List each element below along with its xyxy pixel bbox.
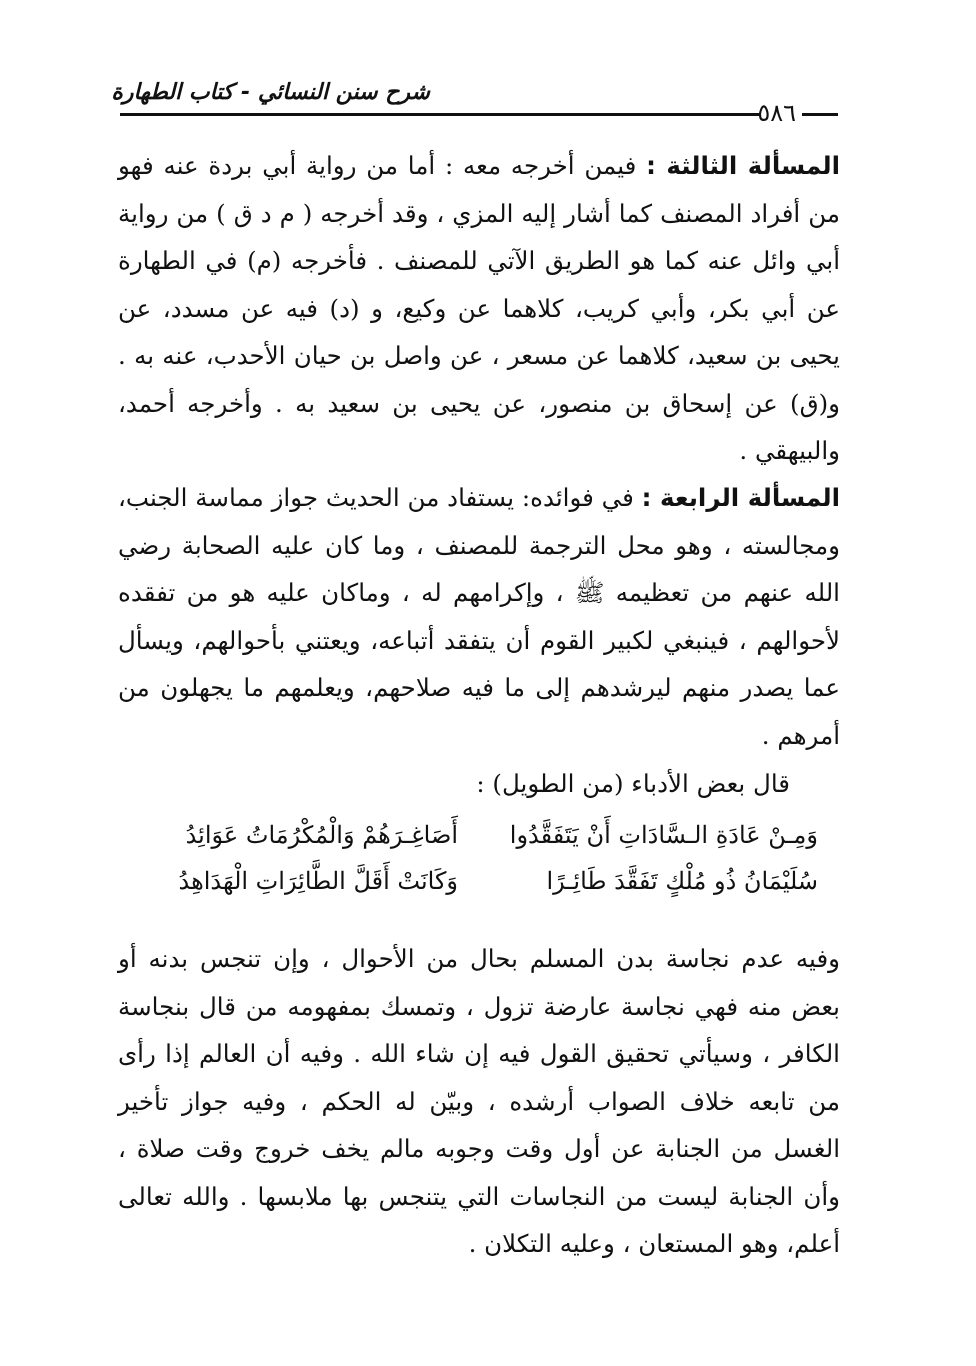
paragraph-issue-four (118, 474, 840, 759)
page-number (728, 98, 838, 128)
poem-second-hemistich: أَصَاغِـرَهُمْ وَالْمُكْرُمَاتُ عَوَائِدُ (185, 821, 458, 849)
paragraph-lead: المسألة الرابعة : (641, 483, 840, 512)
poem-first-hemistich: وَمِـنْ عَادَةِ الـسَّادَاتِ أَنْ يَتَفَقَّدُوا (509, 821, 818, 849)
poem-intro: قال بعض الأدباء (من الطويل) : (476, 769, 790, 798)
page-number-value: ٥٨٦ (757, 99, 796, 127)
paragraph-lead: المسألة الثالثة : (646, 151, 840, 180)
header-divider (120, 113, 760, 116)
page-number-dash (802, 113, 838, 116)
paragraph-body: في فوائده: يستفاد من الحديث جواز مماسة الجنب، ومجالسته ، وهو محل الترجمة للمصنف ، وما كان عليه الصحابة رضي الله عنهم من تعظيمه ﷺ ، وإكرامهم له ، وماكان عليه هو من تفقده لأحوالهم ، فينبغي لكبير القوم أن يتفقد أتباعه، ويعتني بأحوالهم، ويسأل عما يصدر منهم ليرشدهم إلى ما فيه صلاحهم، ويعلمهم ما يجهلون من أمرهم . (118, 483, 840, 750)
poem (118, 812, 818, 904)
poem-verse (118, 812, 818, 858)
poem-first-hemistich: وَكَانَتْ أَقَلَّ الطَّائِرَاتِ الْهَدَاهِدُ (178, 867, 458, 895)
poem-verse (118, 858, 818, 904)
paragraph-issue-three (118, 142, 840, 475)
running-header-title: شرح سنن النسائي - كتاب الطهارة (111, 80, 430, 105)
paragraph-benefits: وفيه عدم نجاسة بدن المسلم بحال من الأحوال ، وإن تنجس بدنه أو بعض منه فهي نجاسة عارضة تزول ، وتمسك بمفهومه من قال بنجاسة الكافر ، وسيأتي تحقيق القول فيه إن شاء الله . وفيه أن العالم إذا رأى من تابعه خلاف الصواب أرشده ، وبيّن له الحكم ، وفيه جواز تأخير الغسل من الجنابة عن أول وقت وجوبه مالم يخف خروج وقت صلاة ، وأن الجنابة ليست من النجاسات التي يتنجس بها ملابسها . والله تعالى أعلم، وهو المستعان ، وعليه التكلان . (118, 944, 840, 1258)
poem-second-hemistich: سُلَيْمَانُ ذُو مُلْكٍ تَفَقَّدَ طَائِـرًا (546, 867, 818, 895)
paragraph-body: فيمن أخرجه معه : أما من رواية أبي بردة عنه فهو من أفراد المصنف كما أشار إليه المزي ، وقد أخرجه ( م د ق ) من رواية أبي وائل عنه كما هو الطريق الآتي للمصنف . فأخرجه (م) في الطهارة عن أبي بكر، وأبي كريب، كلاهما عن وكيع، و (د) فيه عن مسدد، عن يحيى بن سعيد، كلاهما عن مسعر ، عن واصل بن حيان الأحدب، عنه به . و(ق) عن إسحاق بن منصور، عن يحيى بن سعيد به . وأخرجه أحمد، والبيهقي . (118, 151, 840, 465)
